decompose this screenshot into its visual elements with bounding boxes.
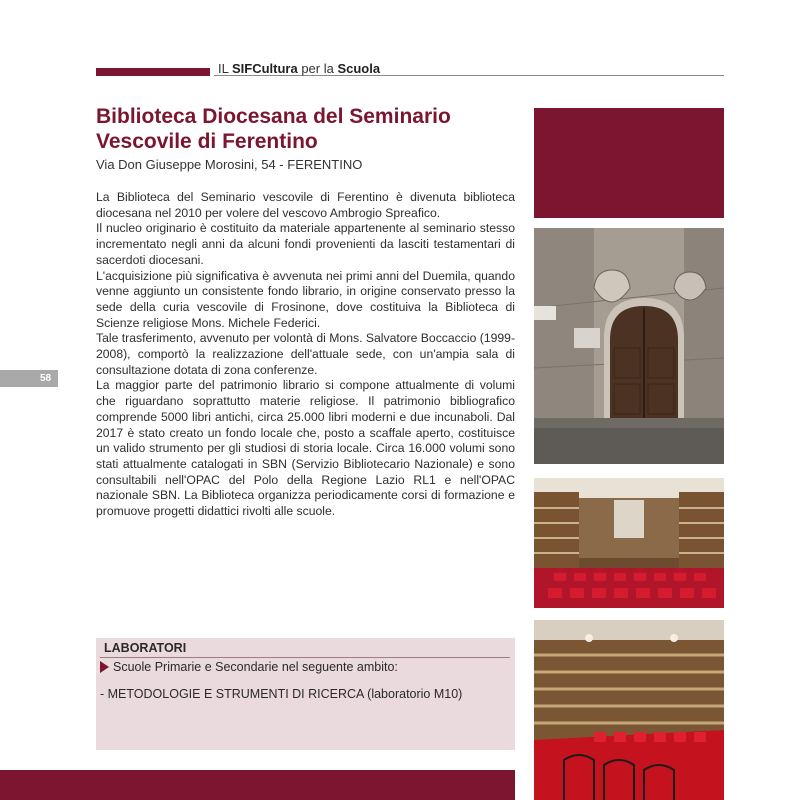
paragraph: L'acquisizione più significativa è avvenuta nei primi anni del Duemila, quando venne aggiunto un consistente fondo librario, in origine conservato presso la sede della curia vescovile di Frosinone, dove costituiva la Biblioteca di Scienze religiose Mons. Michele Federici.: [96, 268, 515, 330]
triangle-bullet-icon: [100, 661, 109, 673]
paragraph: Tale trasferimento, avvenuto per volontà di Mons. Salvatore Boccaccio (1999-2008), comportò la realizzazione dell'attuale sede, con un'ampia sala di consultazione dotata di zona conferenze.: [96, 331, 515, 377]
paragraph: La Biblioteca del Seminario vescovile di Ferentino è divenuta biblioteca diocesana nel 2010 per volere del vescovo Ambrogio Spreafico.: [96, 190, 515, 220]
paragraph: La maggior parte del patrimonio librario si compone attualmente di volumi che riguardano soprattutto materie religiose. Il patrimonio bibliografico comprende 5000 libri antichi, circa 25.000 libri moderni e due incunaboli. Dal 2017 è stato creato un fondo locale che, posto a scaffale aperto, costituisce un valido strumento per gli studiosi di storia locale. Circa 16.000 volumi sono stati attualmente catalogati in SBN (Servizio Bibliotecario Nazionale) e sono consultabili nell'OPAC del Polo della Regione Lazio RL1 e nell'OPAC nazionale SBN. La Biblioteca organizza periodicamente corsi di formazione e promuove progetti didattici rivolti alle scuole.: [96, 378, 515, 519]
page-number: 58: [40, 373, 52, 384]
header-prefix: IL: [218, 61, 232, 76]
paragraph: Il nucleo originario è costituito da materiale appartenente al seminario stesso incrementato negli anni da alcuni fondi provenienti da lasciti testamentari di sacerdoti diocesani.: [96, 221, 515, 267]
library-shelves-photo: [534, 620, 724, 800]
address: Via Don Giuseppe Morosini, 54 - FERENTINO: [96, 157, 363, 172]
reading-room-chairs-photo: [534, 478, 724, 608]
header-brand: SIFCultura: [231, 61, 298, 76]
laboratori-detail: - METODOLOGIE E STRUMENTI DI RICERCA (laboratorio M10): [100, 687, 463, 701]
header-end: Scuola: [337, 61, 381, 76]
laboratori-divider: [100, 657, 510, 658]
laboratori-item: [100, 660, 398, 674]
page-title: Biblioteca Diocesana del Seminario Vescovile di Ferentino: [96, 105, 451, 153]
header-accent-bar: [96, 68, 210, 76]
decorative-red-block: [534, 108, 724, 218]
footer-bar: [0, 770, 515, 800]
article-body: [96, 190, 515, 520]
running-header: [218, 61, 380, 76]
header-middle: per la: [297, 61, 338, 76]
laboratori-item-text: Scuole Primarie e Secondarie nel seguente ambito:: [113, 660, 398, 674]
laboratori-title: LABORATORI: [104, 641, 187, 655]
entrance-door-photo: [534, 228, 724, 464]
